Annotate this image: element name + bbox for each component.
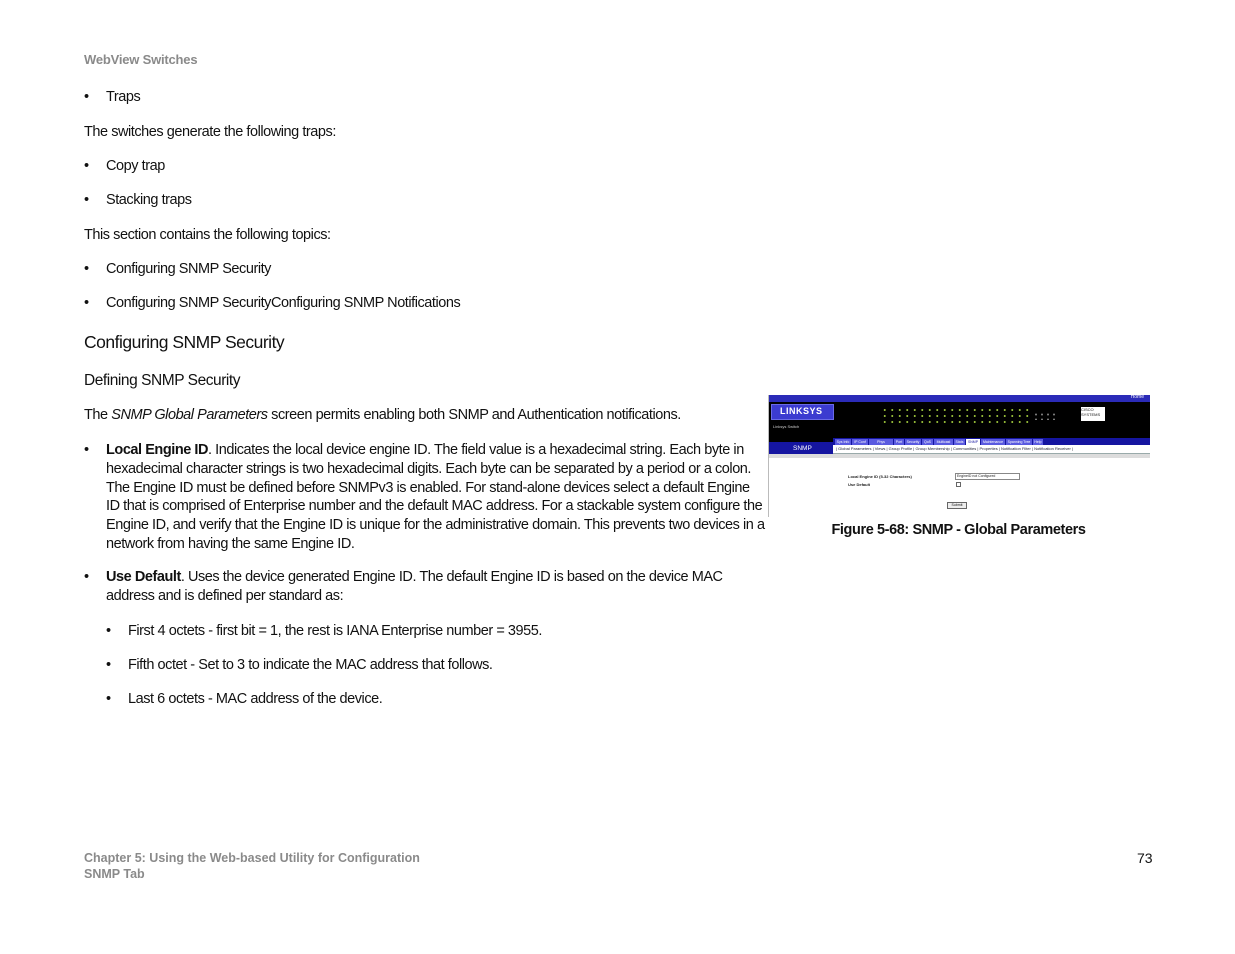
screenshot-topbar — [769, 395, 1150, 402]
intro-suffix: screen permits enabling both SNMP and Authentication notifications. — [267, 407, 681, 423]
bullet-text: Fifth octet - Set to 3 to indicate the MAC address that follows. — [128, 657, 493, 673]
bullet-text: Copy trap — [106, 158, 165, 174]
definition-text: . Indicates the local device engine ID. The field value is a hexadecimal string. Each byte in hexadecimal character strings is two hexadecimal digits. Each byte can be separated by a period or a colon. The Engine ID must be defined before SNMPv3 is enabled. For stand-alone devices select a default Engine ID that is comprised of Enterprise number and the default MAC address. For a stackable system configure the Engine ID, and verify that the Engine ID is unique for the administrative domain. This prevents two devices in a network from having the same Engine ID. — [106, 442, 765, 552]
definition-text: . Uses the device generated Engine ID. The default Engine ID is based on the device MAC address and is defined per standard as: — [106, 569, 723, 604]
intro-italic: SNMP Global Parameters — [111, 407, 268, 423]
figure-screenshot — [768, 395, 1150, 517]
bullet-dot: • — [84, 158, 89, 174]
traps-intro: The switches generate the following traps: — [84, 124, 336, 140]
tab-qos[interactable]: QoS — [923, 440, 931, 444]
bullet-dot: • — [84, 442, 89, 458]
subtab-bar — [833, 445, 1150, 454]
tab-spanning-tree[interactable]: Spanning Tree — [1007, 440, 1031, 444]
subtab-links[interactable]: | Global Parameters | Views | Group Profile | Group Membership | Communities | Properties | Notification Filter | Notification Receiver | — [836, 446, 1073, 451]
tab-port[interactable]: Port — [895, 440, 903, 444]
bullet-text: Last 6 octets - MAC address of the device. — [128, 691, 383, 707]
bullet-dot: • — [106, 623, 111, 639]
tab-security[interactable]: Security — [906, 440, 920, 444]
port-leds-icon — [881, 407, 1031, 427]
tab-sys-info[interactable]: Sys Info — [836, 440, 850, 444]
device-info: Linksys Switch — [773, 424, 800, 429]
tab-snmp[interactable]: SNMP — [967, 440, 979, 444]
bullet-dot: • — [106, 691, 111, 707]
engine-id-label: Local Engine ID (5-32 Characters) — [848, 474, 912, 479]
page-number: 73 — [1137, 850, 1153, 866]
footer-section: SNMP Tab — [84, 867, 145, 881]
cisco-logo — [1081, 407, 1105, 421]
bullet-dot: • — [84, 89, 89, 105]
bullet-dot: • — [84, 569, 89, 585]
topic-link[interactable]: Configuring SNMP Security — [106, 261, 271, 277]
definition-local-engine-id — [106, 441, 766, 554]
cisco-logo-text: CISCO SYSTEMS — [1081, 407, 1101, 417]
running-footer — [84, 850, 420, 882]
linksys-logo — [771, 404, 834, 420]
tab-phys[interactable]: Phys — [869, 439, 893, 445]
topic-link[interactable]: Configuring SNMP SecurityConfiguring SNMP Notifications — [106, 295, 461, 311]
intro-paragraph — [84, 407, 681, 423]
help-link[interactable]: Home — [1130, 395, 1144, 400]
subsection-heading: Defining SNMP Security — [84, 372, 241, 389]
figure-caption: Figure 5-68: SNMP - Global Parameters — [831, 522, 1086, 538]
divider — [769, 454, 1150, 458]
tab-maintenance[interactable]: Maintenance — [982, 440, 1004, 444]
use-default-checkbox[interactable] — [956, 482, 961, 487]
engine-id-input[interactable]: EngineID not Configured — [955, 473, 1020, 480]
definition-term: Local Engine ID — [106, 442, 209, 458]
submit-button[interactable]: Submit — [947, 502, 967, 509]
bullet-text: Stacking traps — [106, 192, 192, 208]
uplink-ports-icon — [1033, 412, 1057, 420]
tab-stats[interactable]: Stats — [955, 440, 964, 444]
bullet-dot: • — [84, 192, 89, 208]
tab-ip-conf[interactable]: IP Conf — [852, 439, 868, 445]
topics-intro: This section contains the following topics: — [84, 227, 331, 243]
tab-help[interactable]: Help — [1034, 440, 1042, 444]
bullet-dot: • — [106, 657, 111, 673]
bullet-text: Traps — [106, 89, 141, 105]
definition-term: Use Default — [106, 569, 181, 585]
section-heading: Configuring SNMP Security — [84, 332, 285, 352]
sidebar-section-label: SNMP — [793, 445, 812, 452]
brand-text: LINKSYS — [780, 406, 823, 416]
bullet-text: First 4 octets - first bit = 1, the rest is IANA Enterprise number = 3955. — [128, 623, 542, 639]
footer-chapter: Chapter 5: Using the Web-based Utility for Configuration — [84, 851, 420, 865]
use-default-label: Use Default — [848, 482, 871, 487]
running-header: WebView Switches — [84, 52, 198, 67]
tab-multicast[interactable]: Multicast — [934, 439, 953, 445]
bullet-dot: • — [84, 261, 89, 277]
bullet-dot: • — [84, 295, 89, 311]
intro-prefix: The — [84, 407, 112, 423]
screenshot-banner — [769, 402, 1150, 442]
definition-use-default — [106, 568, 766, 606]
